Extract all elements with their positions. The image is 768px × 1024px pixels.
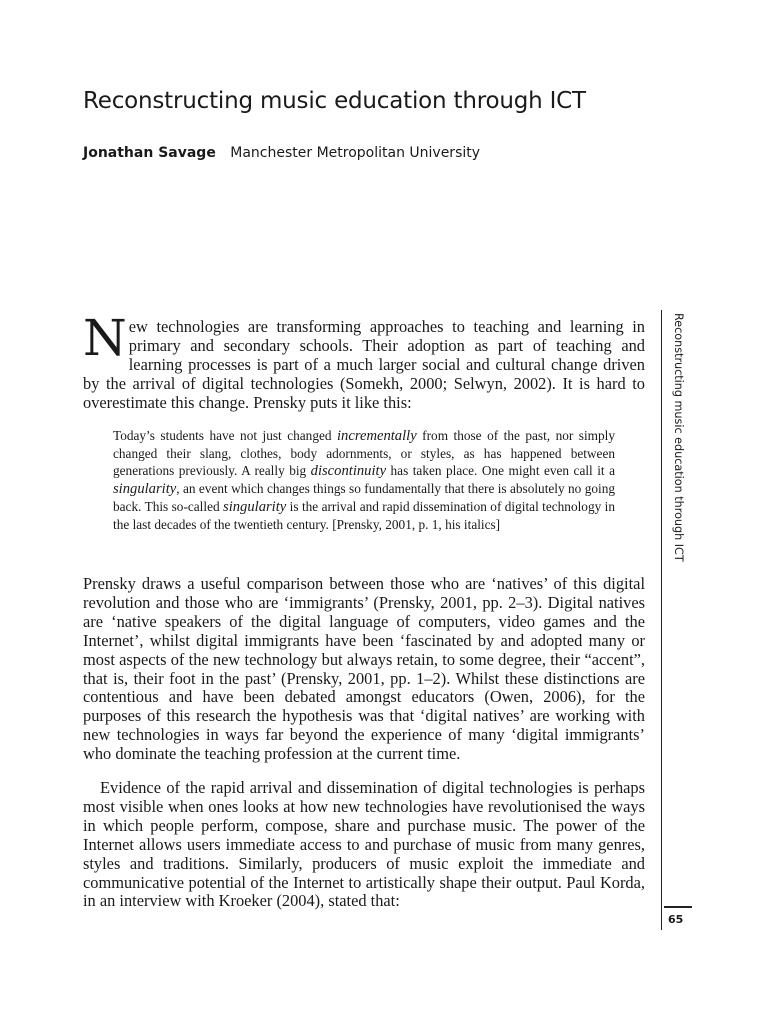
quote-italic-term: discontinuity: [310, 463, 387, 480]
drop-cap: N: [83, 309, 127, 367]
paragraph-intro-text: ew technologies are transforming approaches to teaching and learning in primary and secondary schools. Their adoption as part of teaching and learning processes is part of a much larger social and cultural change driven by the arrival of digital technologies (Somekh, 2000; Selwyn, 2002). It is hard to overestimate this change. Prensky puts it like this:: [83, 317, 645, 412]
author-name: Jonathan Savage: [83, 145, 216, 161]
paragraph-natives-immigrants: Prensky draws a useful comparison between those who are ‘natives’ of this digital revolution and those who are ‘immigrants’ (Prensky, 2001, pp. 2–3). Digital natives are ‘native speakers of the digital language of computers, video games and the Internet’, whilst digital immigrants have been ‘fascinated by and adopted many or most aspects of the new technology but always retain, to some degree, their “accent”, that is, their foot in the past’ (Prensky, 2001, pp. 1–2). Whilst these distinctions are contentious and have been debated amongst educators (Owen, 2006), for the purposes of this research the hypothesis was that ‘digital natives’ are working with new technologies in ways far beyond the experience of many ‘digital immigrants’ who dominate the teaching profession at the current time.: [83, 574, 645, 764]
paragraph-intro: [83, 309, 645, 413]
paragraph-evidence: Evidence of the rapid arrival and dissemination of digital technologies is perhaps most visible when ones looks at how new technologies have revolutionised the ways in which people perform, compose, share and purchase music. The power of the Internet allows users immediate access to and purchase of music from many genres, styles and traditions. Similarly, producers of music exploit the immediate and communicative potential of the Internet to artistically shape their output. Paul Korda, in an interview with Kroeker (2004), stated that:: [83, 778, 645, 911]
quote-text: has taken place. One might even call it a: [386, 463, 615, 479]
quote-text: is the arrival and rapid dissemination of digital technology in the last decades of the twentieth century. [Prensky, 2001, p. 1, his italics]: [113, 499, 615, 533]
byline: [83, 145, 480, 161]
quote-text: from those of the past, nor simply changed their slang, clothes, body adornments, or styles, as has happened between generations previously. A really big: [113, 428, 615, 479]
margin-rule: [661, 310, 662, 930]
running-head: Reconstructing music education through ICT: [672, 313, 685, 562]
block-quote: [113, 427, 615, 534]
page-number-rule: [664, 906, 692, 908]
quote-italic-term: singularity: [113, 481, 177, 498]
author-affiliation: Manchester Metropolitan University: [230, 145, 481, 161]
quote-italic-term: incrementally: [337, 428, 417, 444]
quote-text: , an event which changes things so fundamentally that there is absolutely no going back. This so-called: [113, 481, 615, 515]
quote-italic-term: singularity: [223, 499, 287, 516]
quote-text: Today’s students have not just changed: [113, 428, 337, 443]
page-number: 65: [668, 913, 684, 926]
article-title: Reconstructing music education through ICT: [83, 88, 586, 114]
